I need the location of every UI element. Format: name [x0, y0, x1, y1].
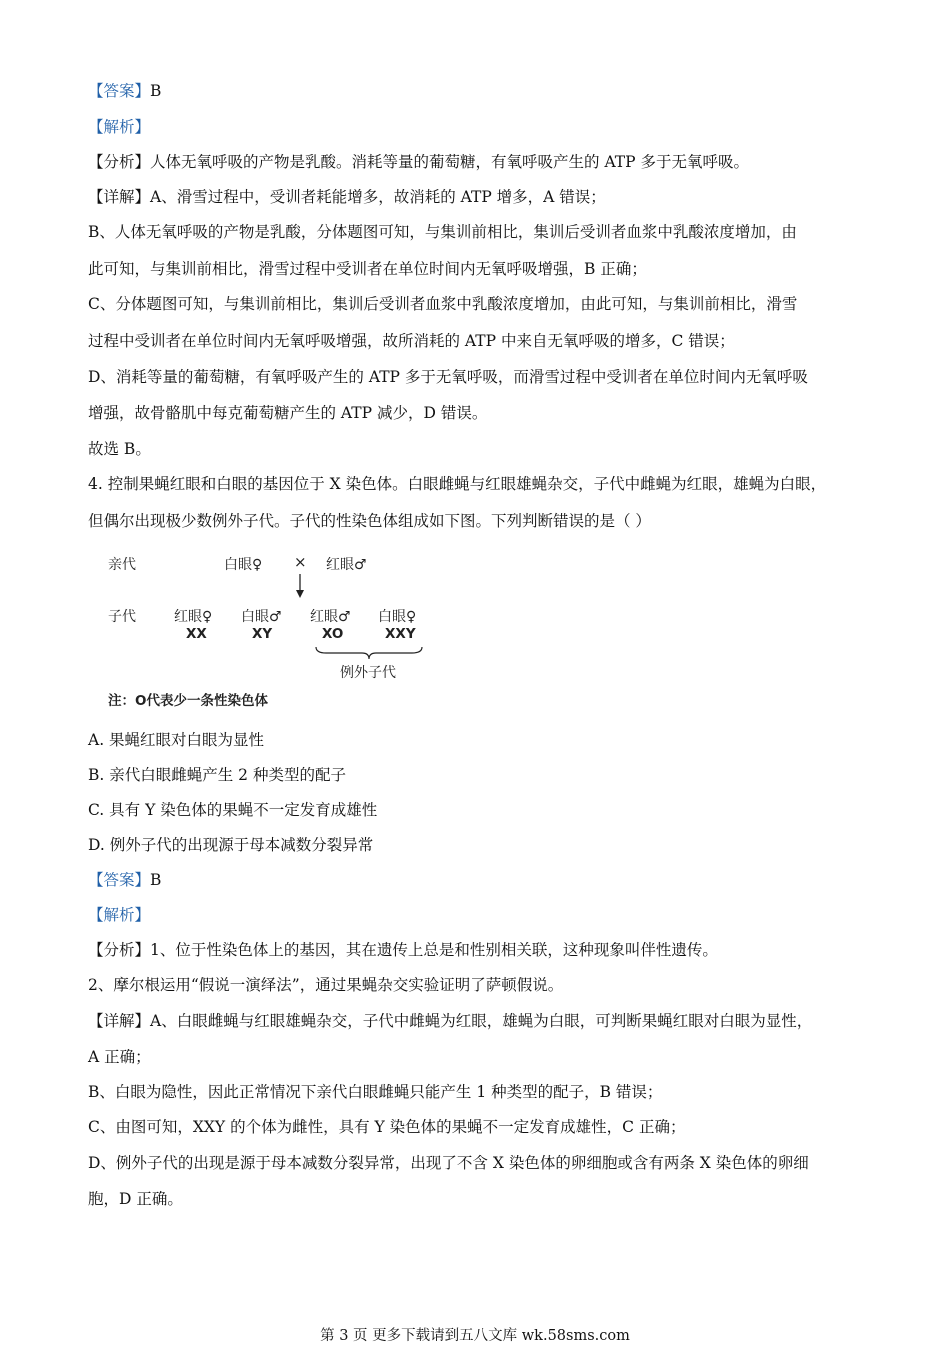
offspring-genotype: XXY	[385, 626, 416, 642]
question-stem-line-2: 但偶尔出现极少数例外子代。子代的性染色体组成如下图。下列判断错误的是（ ）	[88, 512, 651, 530]
analysis-heading-1: 【解析】	[88, 118, 151, 136]
detail-b-line-2: 此可知，与集训前相比，滑雪过程中受训者在单位时间内无氧呼吸增强，B 正确；	[88, 260, 647, 278]
detail-d-line-3: D、例外子代的出现是源于母本减数分裂异常，出现了不含 X 染色体的卵细胞或含有两条 X 染色体的卵细	[88, 1154, 809, 1172]
exception-brace-icon	[314, 646, 424, 660]
detail-b-line-1: B、人体无氧呼吸的产物是乳酸，分体题图可知，与集训前相比，集训后受训者血浆中乳酸浓度增加，由	[88, 223, 797, 241]
offspring-genotype: XY	[252, 626, 273, 642]
offspring-phenotype: 白眼♂	[241, 609, 282, 625]
detail-a-line-2b: A 正确；	[88, 1048, 151, 1066]
option-b: B. 亲代白眼雌蝇产生 2 种类型的配子	[88, 766, 346, 784]
option-a: A. 果蝇红眼对白眼为显性	[88, 731, 265, 749]
parent-male: 红眼♂	[326, 557, 367, 573]
detail-c-line-1: C、分体题图可知，与集训前相比，集训后受训者血浆中乳酸浓度增加，由此可知，与集训前相比，滑雪	[88, 295, 798, 313]
answer-line-1	[88, 81, 161, 101]
detail-d-line-1: D、消耗等量的葡萄糖，有氧呼吸产生的 ATP 多于无氧呼吸，而滑雪过程中受训者在单位时间内无氧呼吸	[88, 368, 808, 386]
exception-label: 例外子代	[340, 665, 396, 681]
parent-label: 亲代	[108, 557, 136, 573]
cross-diagram	[108, 548, 438, 713]
offspring-label: 子代	[108, 609, 136, 625]
down-arrow-icon	[294, 574, 306, 600]
detail-b-line-3: B、白眼为隐性，因此正常情况下亲代白眼雌蝇只能产生 1 种类型的配子，B 错误；	[88, 1083, 663, 1101]
fenxi-line-2: 【分析】1、位于性染色体上的基因，其在遗传上总是和性别相关联，这种现象叫伴性遗传。	[88, 941, 718, 959]
detail-c-line-2: 过程中受训者在单位时间内无氧呼吸增强，故所消耗的 ATP 中来自无氧呼吸的增多，C 错误；	[88, 332, 735, 350]
detail-c-line-3: C、由图可知，XXY 的个体为雌性，具有 Y 染色体的果蝇不一定发育成雄性，C 正确；	[88, 1118, 686, 1136]
detail-d-line-2: 增强，故骨骼肌中每克葡萄糖产生的 ATP 减少，D 错误。	[88, 404, 488, 422]
analysis-heading-2: 【解析】	[88, 906, 151, 924]
figure-note: 注：O代表少一条性染色体	[108, 693, 268, 709]
fenxi-line-1: 【分析】人体无氧呼吸的产物是乳酸。消耗等量的葡萄糖，有氧呼吸产生的 ATP 多于无氧呼吸。	[88, 153, 749, 171]
answer-value: B	[150, 82, 162, 100]
cross-symbol: ×	[294, 553, 307, 571]
detail-d-line-4: 胞，D 正确。	[88, 1190, 183, 1208]
offspring-phenotype: 红眼♀	[174, 609, 213, 625]
offspring-phenotype: 红眼♂	[310, 609, 351, 625]
detail-a-line-1: 【详解】A、滑雪过程中，受训者耗能增多，故消耗的 ATP 增多，A 错误；	[88, 188, 606, 206]
question-stem-line-1: 4. 控制果蝇红眼和白眼的基因位于 X 染色体。白眼雌蝇与红眼雄蝇杂交，子代中雌蝇为红眼，雄蝇为白眼，	[88, 475, 827, 493]
answer-tag: 【答案】	[88, 871, 151, 889]
offspring-genotype: XO	[322, 626, 344, 642]
parent-female: 白眼♀	[224, 557, 263, 573]
answer-tag: 【答案】	[88, 82, 151, 100]
answer-line-2	[88, 870, 161, 890]
fenxi-point-2: 2、摩尔根运用“假说一演绎法”，通过果蝇杂交实验证明了萨顿假说。	[88, 976, 564, 994]
option-d: D. 例外子代的出现源于母本减数分裂异常	[88, 836, 374, 854]
detail-a-line-2: 【详解】A、白眼雌蝇与红眼雄蝇杂交，子代中雌蝇为红眼，雄蝇为白眼，可判断果蝇红眼对白眼为显性，	[88, 1012, 813, 1030]
offspring-genotype: XX	[186, 626, 207, 642]
conclusion-1: 故选 B。	[88, 440, 151, 458]
option-c: C. 具有 Y 染色体的果蝇不一定发育成雄性	[88, 801, 378, 819]
page-footer: 第 3 页 更多下载请到五八文库 wk.58sms.com	[320, 1328, 630, 1344]
answer-value: B	[150, 871, 162, 889]
offspring-phenotype: 白眼♀	[378, 609, 417, 625]
